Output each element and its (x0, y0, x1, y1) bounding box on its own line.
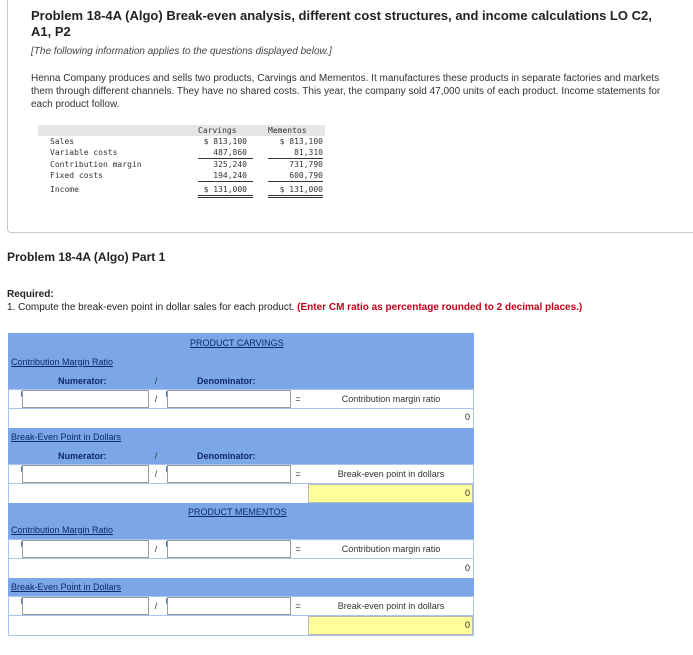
equals-symbol: = (295, 544, 301, 554)
carvings-header: PRODUCT CARVINGS (190, 338, 284, 348)
equals-symbol: = (295, 469, 301, 479)
mementos-bep-numerator-input[interactable] (22, 597, 149, 615)
carvings-cm-ratio-value: 0 (464, 412, 470, 422)
row-label: Fixed costs (50, 171, 103, 180)
carvings-cm-numerator-input[interactable] (22, 390, 149, 408)
underline (268, 158, 323, 159)
row-label: Variable costs (50, 148, 118, 157)
cell-mementos: $ 131,000 (279, 185, 323, 194)
mementos-bep-value: 0 (464, 620, 470, 630)
underline (198, 158, 253, 159)
mementos-bep-denominator-input[interactable] (167, 597, 291, 615)
row-divider (8, 408, 474, 409)
problem-note: [The following information applies to the questions displayed below.] (31, 46, 332, 57)
cell-mementos: 81,310 (294, 148, 323, 157)
row-label: Contribution margin (50, 160, 142, 169)
double-underline (198, 195, 253, 196)
bep-label: Break-Even Point in Dollars (11, 432, 122, 442)
cell-carvings: $ 813,100 (203, 137, 247, 146)
mementos-header: PRODUCT MEMENTOS (188, 507, 287, 517)
col-header-carvings: Carvings (198, 126, 237, 135)
equals-symbol: = (295, 394, 301, 404)
problem-intro: Henna Company produces and sells two products, Carvings and Mementos. It manufactures these products in separate factories and markets them through different channels. They have no shared costs. This year, the company sold 47,000 units of each product. Income statements for each product follow. (31, 73, 661, 110)
carvings-bep-value: 0 (464, 488, 470, 498)
problem-title: Problem 18-4A (Algo) Break-even analysis, different cost structures, and income calculations LO C2, A1, P2 (31, 8, 652, 39)
divide-symbol: / (154, 451, 158, 461)
col-header-mementos: Mementos (268, 126, 307, 135)
carvings-bep-result-cell (308, 484, 473, 503)
required-text (7, 302, 582, 313)
divide-symbol: / (154, 376, 158, 386)
carvings-bep-numerator-input[interactable] (22, 465, 149, 483)
row-label: Sales (50, 137, 75, 146)
denominator-label: Denominator: (197, 451, 256, 461)
required-note: (Enter CM ratio as percentage rounded to 2 decimal places.) (297, 302, 583, 313)
cell-mementos: 731,790 (289, 160, 323, 169)
required-label: Required: (7, 289, 54, 300)
numerator-label: Numerator: (58, 376, 107, 386)
bep-result-label: Break-even point in dollars (337, 469, 445, 479)
cm-ratio-label: Contribution Margin Ratio (11, 357, 114, 367)
bep-result-label: Break-even point in dollars (337, 601, 445, 611)
divide-symbol: / (154, 469, 158, 479)
mementos-bep-result-cell (308, 616, 473, 635)
part-title: Problem 18-4A (Algo) Part 1 (7, 250, 166, 264)
double-underline (198, 197, 253, 198)
equals-symbol: = (295, 601, 301, 611)
divide-symbol: / (154, 394, 158, 404)
cell-mementos: $ 813,100 (279, 137, 323, 146)
cell-carvings: 194,240 (213, 171, 247, 180)
cell-carvings: 487,860 (213, 148, 247, 157)
numerator-label: Numerator: (58, 451, 107, 461)
mementos-cm-numerator-input[interactable] (22, 540, 149, 558)
row-label: Income (50, 185, 79, 194)
row-divider (8, 558, 474, 559)
cell-carvings: 325,240 (213, 160, 247, 169)
cm-ratio-result-label: Contribution margin ratio (341, 394, 441, 404)
underline (268, 181, 323, 182)
mementos-cm-ratio-value: 0 (464, 563, 470, 573)
double-underline (268, 195, 323, 196)
denominator-label: Denominator: (197, 376, 256, 386)
divide-symbol: / (154, 544, 158, 554)
mementos-cm-denominator-input[interactable] (167, 540, 291, 558)
carvings-cm-denominator-input[interactable] (167, 390, 291, 408)
divide-symbol: / (154, 601, 158, 611)
cell-carvings: $ 131,000 (203, 185, 247, 194)
double-underline (268, 197, 323, 198)
cell-mementos: 600,790 (289, 171, 323, 180)
underline (198, 181, 253, 182)
cm-ratio-label: Contribution Margin Ratio (11, 525, 114, 535)
bep-label: Break-Even Point in Dollars (11, 582, 122, 592)
cm-ratio-result-label: Contribution margin ratio (341, 544, 441, 554)
required-instruction: 1. Compute the break-even point in dollar sales for each product. (7, 302, 295, 313)
carvings-bep-denominator-input[interactable] (167, 465, 291, 483)
